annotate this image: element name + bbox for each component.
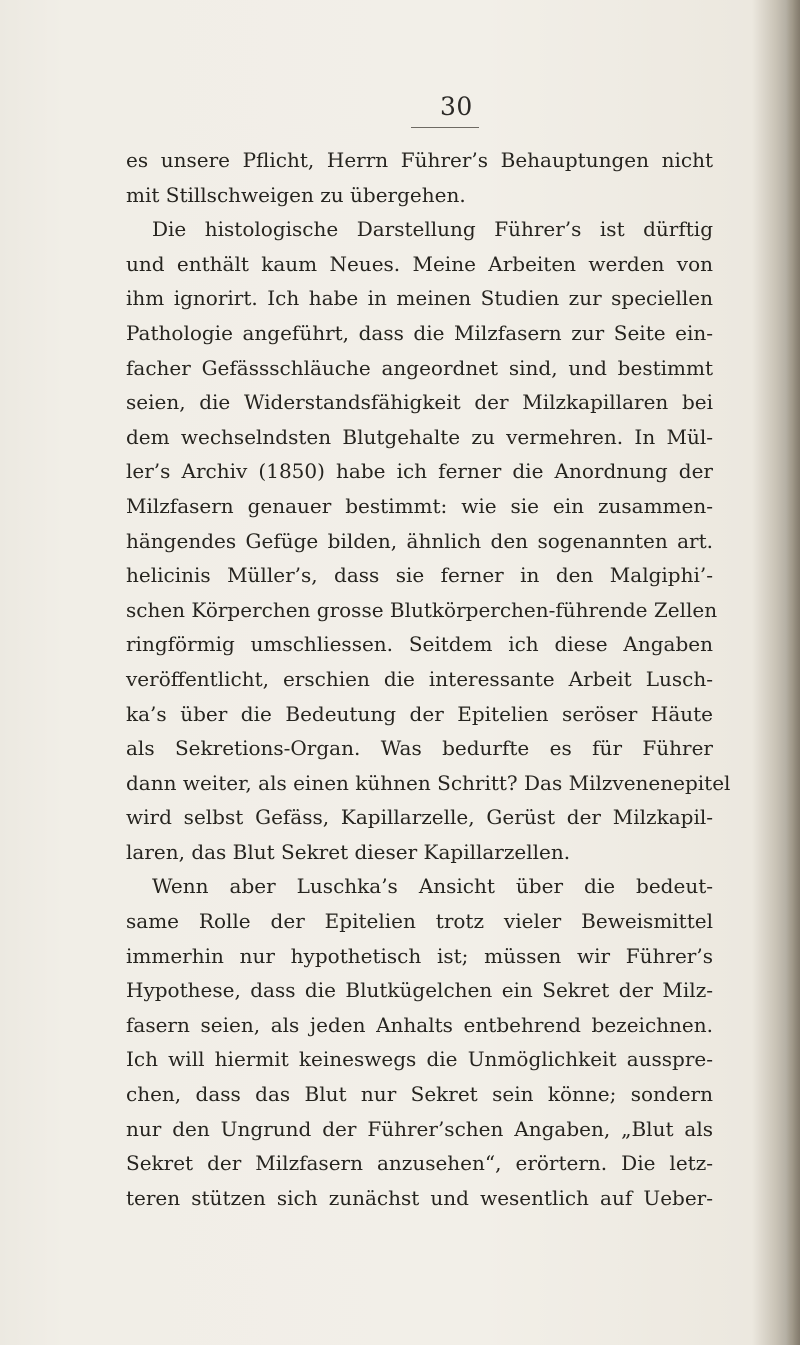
text-line: Pathologie angeführt, dass die Milzfasern zur Seite ein- xyxy=(126,320,713,345)
text-line: und enthält kaum Neues. Meine Arbeiten werden von xyxy=(126,251,713,276)
text-line: dem wechselndsten Blutgehalte zu vermehren. In Mül- xyxy=(126,424,713,449)
text-line: facher Gefässschläuche angeordnet sind, und bestimmt xyxy=(126,355,713,380)
text-line: same Rolle der Epitelien trotz vieler Beweismittel xyxy=(126,909,713,934)
text-line: Milzfasern genauer bestimmt: wie sie ein zusammen- xyxy=(126,493,713,518)
page-number-underline xyxy=(411,127,479,128)
text-line: ringförmig umschliessen. Seitdem ich diese Angaben xyxy=(126,632,713,657)
text-line: als Sekretions-Organ. Was bedurfte es für Führer xyxy=(126,736,713,761)
text-line: immerhin nur hypothetisch ist; müssen wir Führer’s xyxy=(126,943,713,968)
text-line: nur den Ungrund der Führer’schen Angaben, „Blut als xyxy=(126,1116,713,1141)
text-line: Wenn aber Luschka’s Ansicht über die bedeut- xyxy=(152,874,713,899)
text-line: fasern seien, als jeden Anhalts entbehrend bezeichnen. xyxy=(126,1012,713,1037)
page-edge-shadow xyxy=(786,0,800,1345)
page-number: 30 xyxy=(440,92,473,121)
text-line: hängendes Gefüge bilden, ähnlich den sogenannten art. xyxy=(126,528,713,553)
text-line: Ich will hiermit keineswegs die Unmöglichkeit ausspre- xyxy=(126,1047,713,1072)
text-line: teren stützen sich zunächst und wesentlich auf Ueber- xyxy=(126,1185,713,1210)
text-line: es unsere Pflicht, Herrn Führer’s Behauptungen nicht xyxy=(126,148,713,172)
text-line: seien, die Widerstandsfähigkeit der Milzkapillaren bei xyxy=(126,390,713,415)
text-line: Sekret der Milzfasern anzusehen“, erörtern. Die letz- xyxy=(126,1151,713,1176)
text-line: Hypothese, dass die Blutkügelchen ein Sekret der Milz- xyxy=(126,978,713,1003)
text-line: ihm ignorirt. Ich habe in meinen Studien zur speciellen xyxy=(126,286,713,311)
text-line: dann weiter, als einen kühnen Schritt? Das Milzvenenepitel xyxy=(126,770,731,795)
text-line: ka’s über die Bedeutung der Epitelien seröser Häute xyxy=(126,701,713,726)
text-line: schen Körperchen grosse Blutkörperchen-führende Zellen xyxy=(126,597,718,622)
text-line: laren, das Blut Sekret dieser Kapillarzellen. xyxy=(126,839,571,864)
text-line: ler’s Archiv (1850) habe ich ferner die Anordnung der xyxy=(126,459,713,484)
text-line: wird selbst Gefäss, Kapillarzelle, Gerüst der Milzkapil- xyxy=(126,805,713,830)
text-line: helicinis Müller’s, dass sie ferner in den Malgiphi’- xyxy=(126,563,713,588)
text-line: Die histologische Darstellung Führer’s ist dürftig xyxy=(152,217,713,242)
text-line: chen, dass das Blut nur Sekret sein könne; sondern xyxy=(126,1082,713,1107)
text-line: mit Stillschweigen zu übergehen. xyxy=(126,182,466,207)
text-line: veröffentlicht, erschien die interessante Arbeit Lusch- xyxy=(126,666,713,691)
body-text xyxy=(126,143,731,1215)
